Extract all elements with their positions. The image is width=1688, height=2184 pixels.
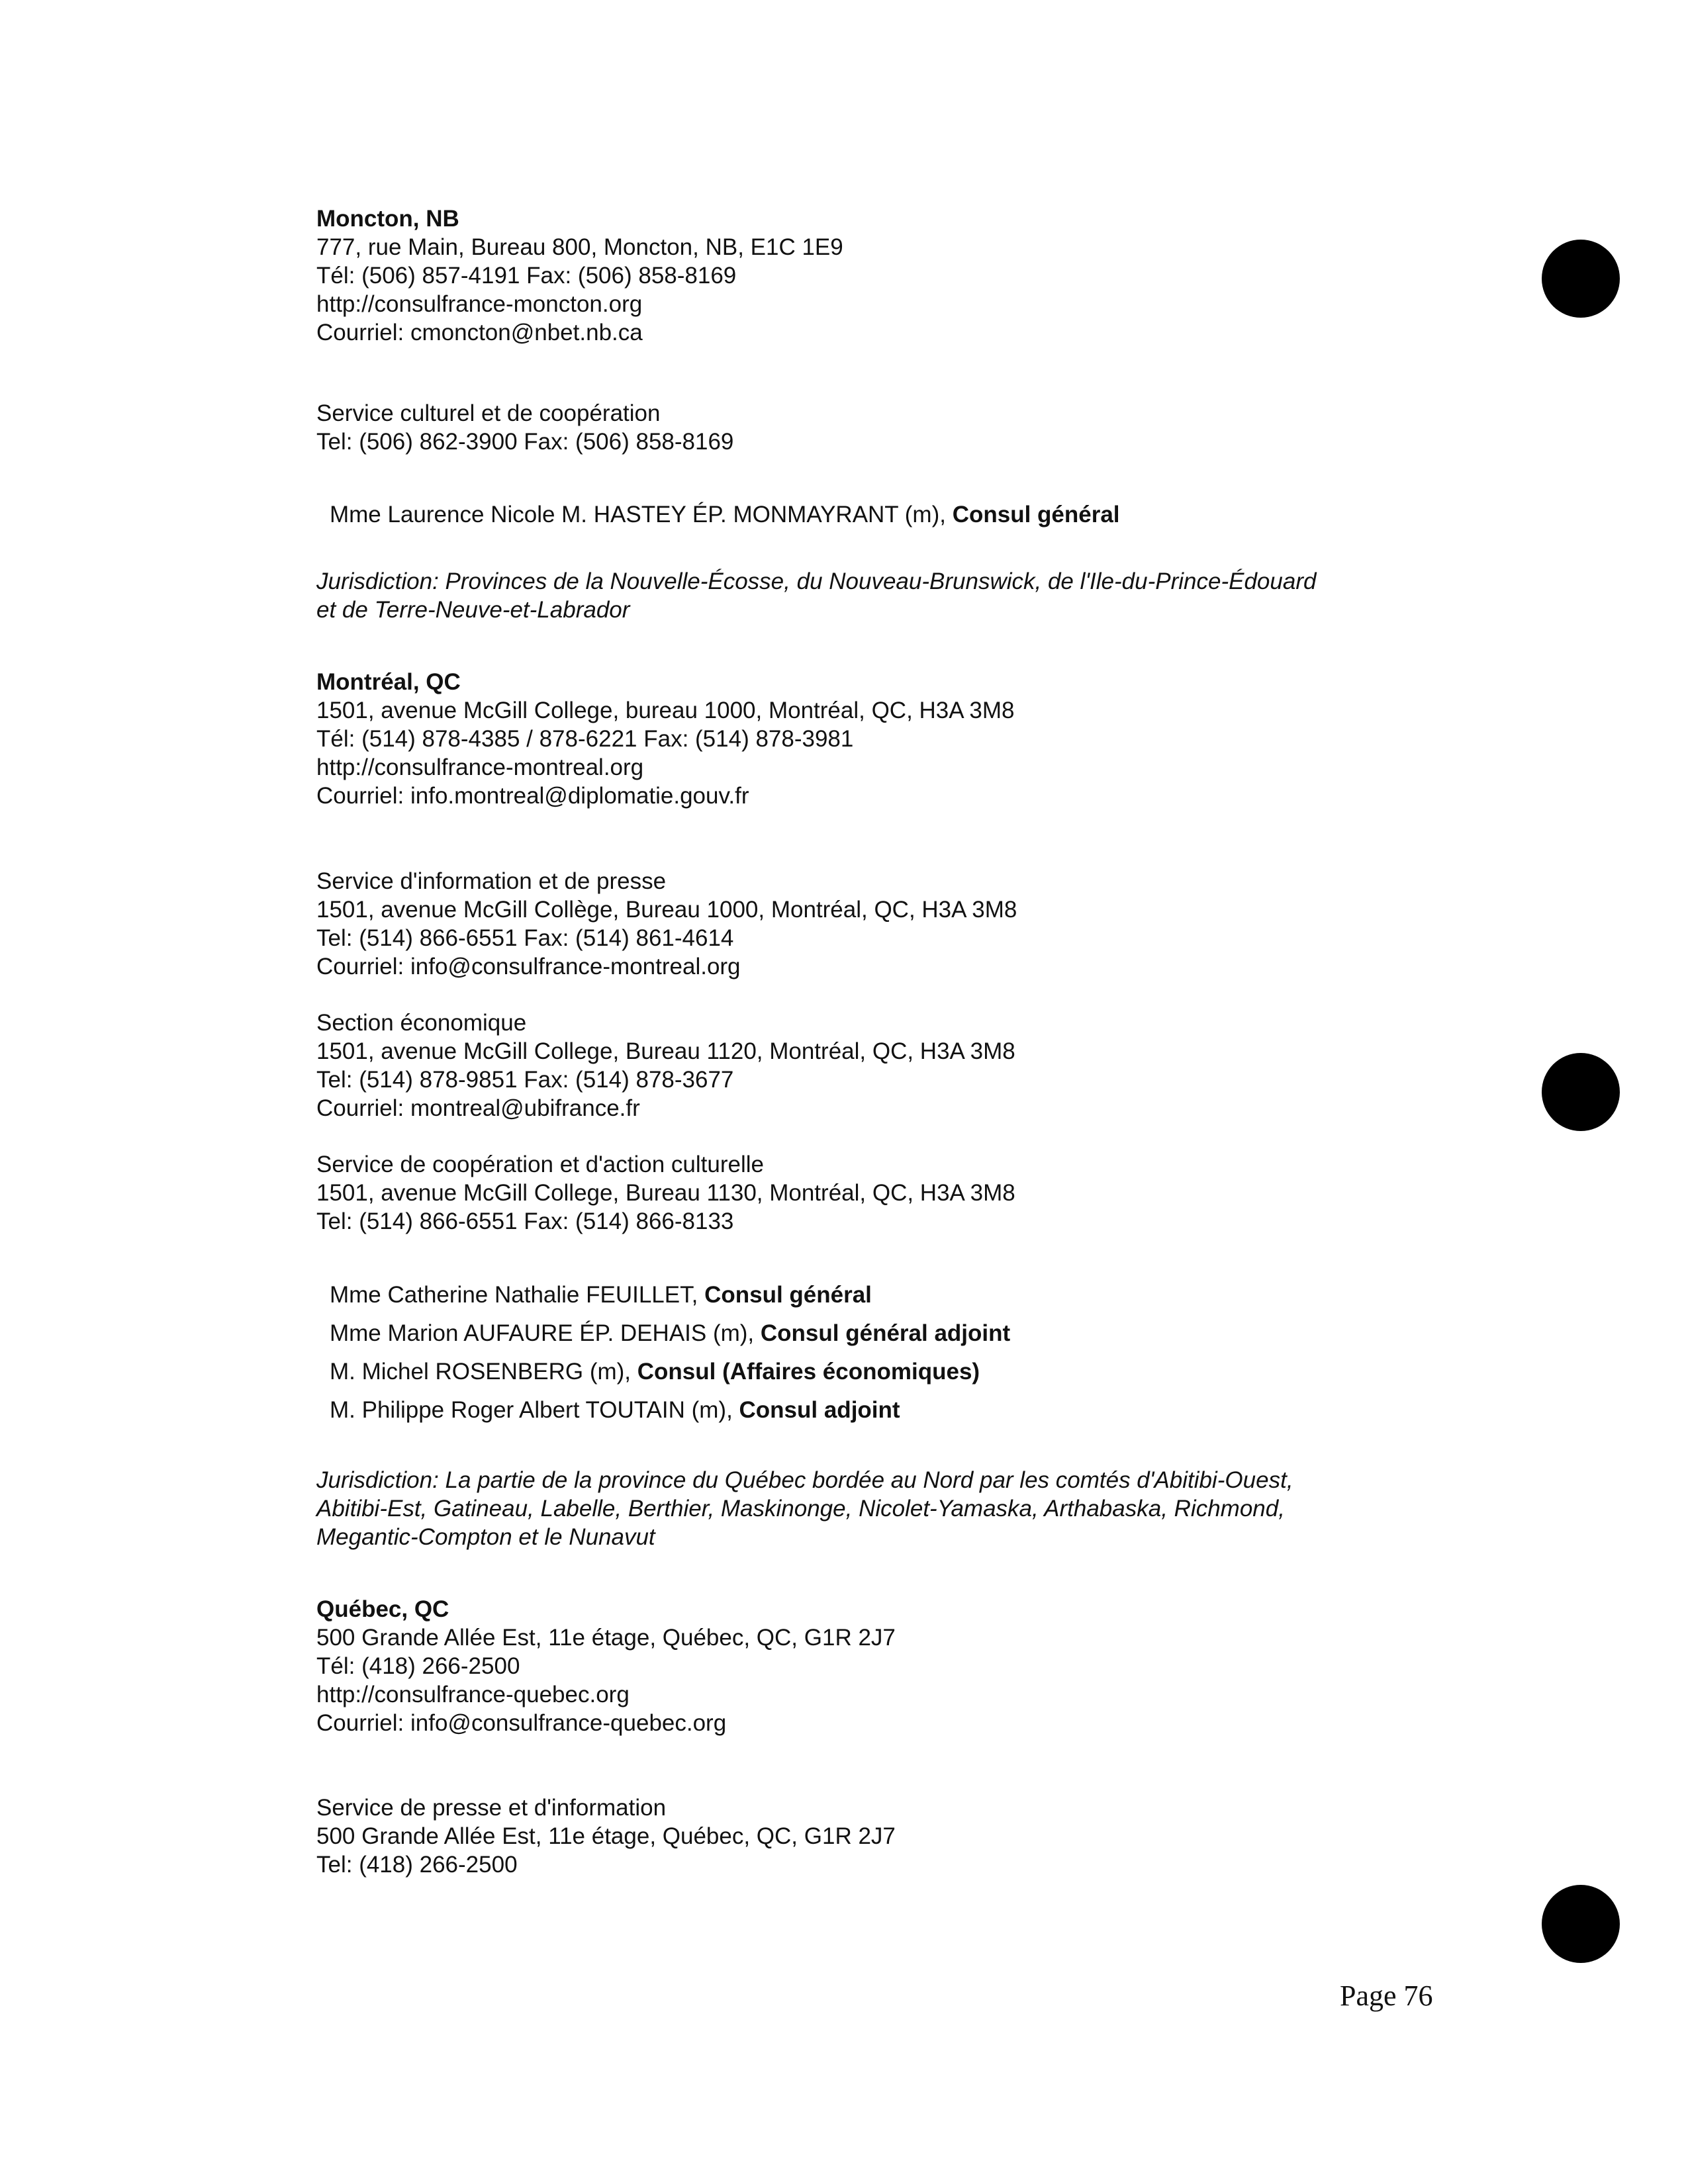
montreal-phone: Tél: (514) 878-4385 / 878-6221 Fax: (514) 878-3981 <box>316 726 854 752</box>
moncton-jurisdiction-line-1: Jurisdiction: Provinces de la Nouvelle-Écosse, du Nouveau-Brunswick, de l'Ile-du-Prince-Édouard <box>316 569 1317 594</box>
montreal-jurisdiction-line-2: Abitibi-Est, Gatineau, Labelle, Berthier, Maskinonge, Nicolet-Yamaska, Arthabaska, Richmond, <box>316 1496 1285 1522</box>
page-number: Page 76 <box>1340 1979 1433 2012</box>
quebec-phone: Tél: (418) 266-2500 <box>316 1653 520 1679</box>
montreal-service-1-email: Courriel: info@consulfrance-montreal.org <box>316 954 741 979</box>
quebec-service-phone: Tel: (418) 266-2500 <box>316 1852 518 1878</box>
montreal-service-1-phone: Tel: (514) 866-6551 Fax: (514) 861-4614 <box>316 925 734 951</box>
montreal-service-2-email: Courriel: montreal@ubifrance.fr <box>316 1095 640 1121</box>
binder-hole-bottom <box>1542 1885 1620 1963</box>
montreal-service-3-name: Service de coopération et d'action culturelle <box>316 1152 764 1177</box>
montreal-service-2-phone: Tel: (514) 878-9851 Fax: (514) 878-3677 <box>316 1067 734 1093</box>
montreal-service-1-address: 1501, avenue McGill Collège, Bureau 1000, Montréal, QC, H3A 3M8 <box>316 897 1017 923</box>
montreal-address: 1501, avenue McGill College, bureau 1000, Montréal, QC, H3A 3M8 <box>316 698 1015 723</box>
quebec-address: 500 Grande Allée Est, 11e étage, Québec, QC, G1R 2J7 <box>316 1625 896 1651</box>
binder-hole-top <box>1542 240 1620 318</box>
moncton-staff-entry <box>330 501 1120 529</box>
staff-title: Consul général <box>704 1282 872 1308</box>
staff-name: Mme Marion AUFAURE ÉP. DEHAIS (m), <box>330 1320 761 1346</box>
staff-name: Mme Laurence Nicole M. HASTEY ÉP. MONMAYRANT (m), <box>330 502 953 527</box>
montreal-service-3-phone: Tel: (514) 866-6551 Fax: (514) 866-8133 <box>316 1208 734 1234</box>
montreal-website: http://consulfrance-montreal.org <box>316 754 644 780</box>
montreal-service-1-name: Service d'information et de presse <box>316 868 667 894</box>
moncton-email: Courriel: cmoncton@nbet.nb.ca <box>316 320 643 345</box>
montreal-service-3-address: 1501, avenue McGill College, Bureau 1130, Montréal, QC, H3A 3M8 <box>316 1180 1015 1206</box>
moncton-service-name: Service culturel et de coopération <box>316 400 661 426</box>
moncton-heading: Moncton, NB <box>316 206 459 232</box>
staff-title: Consul général <box>952 502 1120 527</box>
staff-name: Mme Catherine Nathalie FEUILLET, <box>330 1282 705 1308</box>
moncton-website: http://consulfrance-moncton.org <box>316 291 643 317</box>
montreal-service-2-name: Section économique <box>316 1010 527 1036</box>
montreal-jurisdiction-line-3: Megantic-Compton et le Nunavut <box>316 1524 655 1550</box>
montreal-jurisdiction-line-1: Jurisdiction: La partie de la province du Québec bordée au Nord par les comtés d'Abitibi-Ouest, <box>316 1467 1293 1493</box>
quebec-website: http://consulfrance-quebec.org <box>316 1682 630 1707</box>
staff-title: Consul adjoint <box>739 1397 900 1423</box>
moncton-service-phone: Tel: (506) 862-3900 Fax: (506) 858-8169 <box>316 429 734 455</box>
montreal-staff-entry <box>330 1320 1010 1347</box>
staff-name: M. Michel ROSENBERG (m), <box>330 1359 637 1385</box>
quebec-email: Courriel: info@consulfrance-quebec.org <box>316 1710 727 1736</box>
staff-name: M. Philippe Roger Albert TOUTAIN (m), <box>330 1397 739 1423</box>
quebec-service-name: Service de presse et d'information <box>316 1795 667 1821</box>
staff-title: Consul (Affaires économiques) <box>637 1359 980 1385</box>
montreal-service-2-address: 1501, avenue McGill College, Bureau 1120, Montréal, QC, H3A 3M8 <box>316 1038 1015 1064</box>
montreal-heading: Montréal, QC <box>316 669 461 695</box>
moncton-jurisdiction-line-2: et de Terre-Neuve-et-Labrador <box>316 597 630 623</box>
binder-hole-middle <box>1542 1053 1620 1131</box>
montreal-staff-entry <box>330 1281 872 1309</box>
quebec-service-address: 500 Grande Allée Est, 11e étage, Québec, QC, G1R 2J7 <box>316 1823 896 1849</box>
staff-title: Consul général adjoint <box>760 1320 1011 1346</box>
moncton-address: 777, rue Main, Bureau 800, Moncton, NB, E1C 1E9 <box>316 234 843 260</box>
quebec-heading: Québec, QC <box>316 1596 449 1622</box>
moncton-phone: Tél: (506) 857-4191 Fax: (506) 858-8169 <box>316 263 737 289</box>
montreal-staff-entry <box>330 1396 900 1424</box>
montreal-staff-entry <box>330 1358 980 1386</box>
montreal-email: Courriel: info.montreal@diplomatie.gouv.fr <box>316 783 749 809</box>
